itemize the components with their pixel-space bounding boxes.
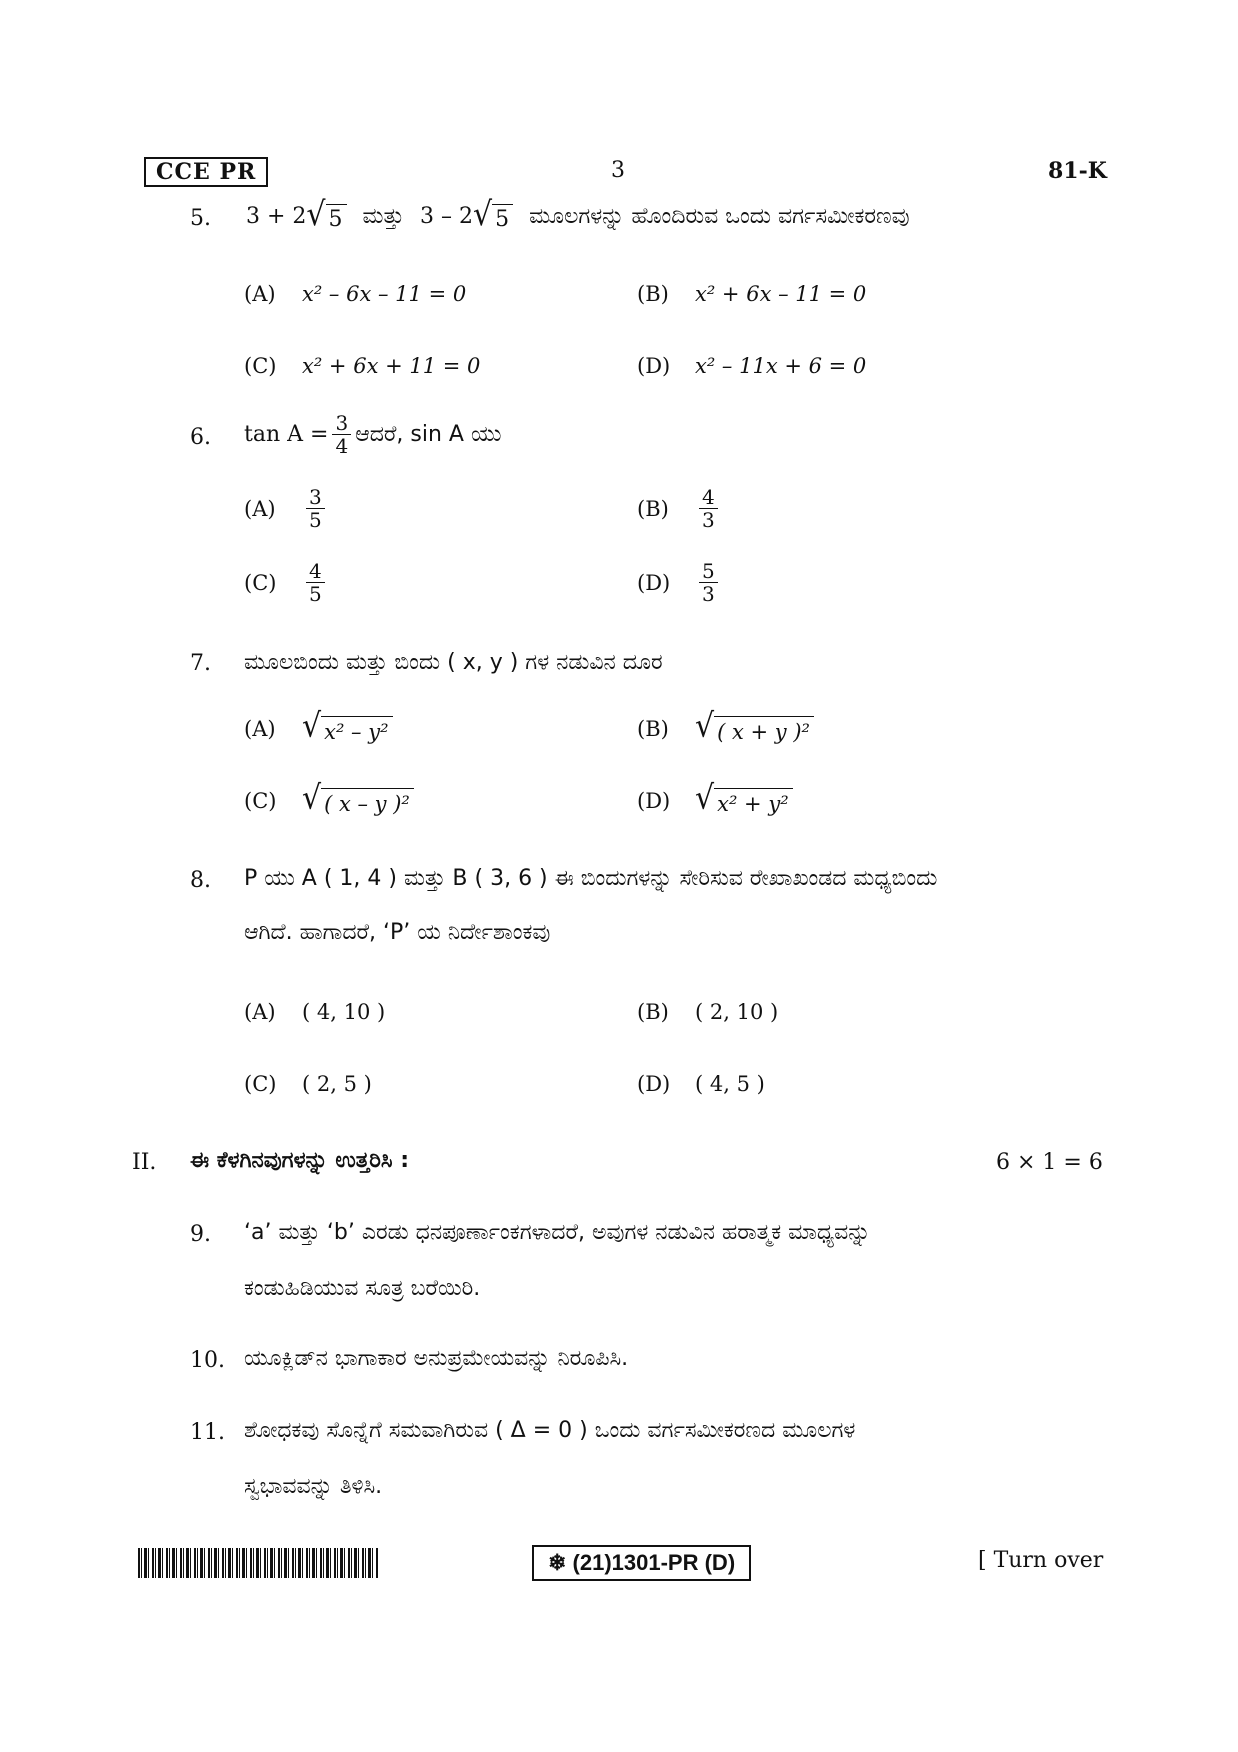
option[interactable] [244, 486, 329, 531]
barcode [138, 1548, 378, 1578]
denominator: 3 [702, 582, 715, 606]
stem-part: ಮೂಲಗಳನ್ನು ಹೊಂದಿರುವ ಒಂದು ವರ್ಗಸಮೀಕರಣವು [529, 203, 910, 229]
fraction [699, 486, 718, 531]
fraction [306, 486, 325, 531]
radicand: ( x – y )² [321, 788, 414, 817]
option[interactable] [637, 1000, 778, 1024]
option-label: (C) [244, 354, 277, 378]
stem-part: ಮತ್ತು [362, 203, 404, 229]
question-number: 7. [190, 651, 211, 676]
option-label: (A) [244, 496, 276, 521]
paper-code: 81-K [1048, 158, 1107, 184]
stem-part: 3 + 2 [246, 203, 307, 229]
question-number: 9. [190, 1222, 211, 1247]
question-stem-line: P ಯು A ( 1, 4 ) ಮತ್ತು B ( 3, 6 ) ಈ ಬಿಂದುಗಳನ್ನು ಸೇರಿಸುವ ರೇಖಾಖಂಡದ ಮಧ್ಯಬಿಂದು [244, 866, 938, 891]
option-label: (B) [637, 496, 669, 521]
question-number: 11. [190, 1420, 225, 1445]
radicand: 5 [492, 204, 513, 233]
denominator: 5 [309, 582, 322, 606]
footer-code: ❄ (21)1301-PR (D) [532, 1545, 751, 1581]
section-roman: II. [132, 1150, 157, 1175]
question-number: 8. [190, 868, 211, 893]
option[interactable] [637, 354, 866, 378]
question-number: 6. [190, 425, 211, 450]
option[interactable] [637, 560, 722, 605]
question-stem [246, 195, 910, 234]
option-label: (A) [244, 1000, 276, 1024]
stem-part: tan A = [244, 421, 329, 447]
numerator: 3 [332, 412, 351, 435]
option-label: (C) [244, 788, 277, 813]
section-marks: 6 × 1 = 6 [996, 1150, 1103, 1175]
option-label: (D) [637, 788, 671, 813]
fraction [332, 412, 351, 457]
question-stem-line: ಯೂಕ್ಲಿಡ್‌ನ ಭಾಗಾಕಾರ ಅನುಪ್ರಮೇಯವನ್ನು ನಿರೂಪಿಸಿ. [244, 1346, 629, 1371]
radicand: x² – y² [321, 716, 392, 745]
question-stem: ಮೂಲಬಿಂದು ಮತ್ತು ಬಿಂದು ( x, y ) ಗಳ ನಡುವಿನ ದೂರ [244, 650, 663, 675]
option-label: (B) [637, 282, 669, 306]
denominator: 5 [309, 508, 322, 532]
sqrt-expression: √ 5 [306, 200, 346, 233]
option[interactable] [637, 779, 793, 818]
option-label: (C) [244, 1072, 277, 1096]
option-label: (B) [637, 1000, 669, 1024]
option-label: (D) [637, 354, 671, 378]
option-text: ( 4, 10 ) [302, 1000, 386, 1024]
page-number: 3 [611, 158, 625, 183]
option-text: ( 2, 10 ) [695, 1000, 779, 1024]
sqrt-expression: √ x² – y² [302, 712, 393, 745]
sqrt-expression: √ 5 [473, 200, 513, 233]
radicand: x² + y² [714, 788, 793, 817]
radicand: 5 [326, 204, 347, 233]
question-stem [244, 412, 502, 457]
section-title: ಈ ಕೆಳಗಿನವುಗಳನ್ನು ಉತ್ತರಿಸಿ : [190, 1148, 410, 1173]
turn-over-label: [ Turn over [978, 1548, 1104, 1573]
option[interactable] [244, 1000, 385, 1024]
question-number: 5. [190, 206, 211, 231]
numerator: 4 [306, 560, 325, 583]
option[interactable] [244, 560, 329, 605]
option[interactable] [637, 1072, 765, 1096]
option[interactable] [244, 282, 466, 306]
question-stem-line: ಶೋಧಕವು ಸೊನ್ನೆಗೆ ಸಮವಾಗಿರುವ ( Δ = 0 ) ಒಂದು ವರ್ಗಸಮೀಕರಣದ ಮೂಲಗಳ [244, 1418, 856, 1443]
option[interactable] [244, 707, 393, 746]
option-label: (A) [244, 282, 276, 306]
option-label: (A) [244, 716, 276, 741]
denominator: 4 [335, 434, 349, 458]
option-text: x² + 6x – 11 = 0 [695, 282, 867, 306]
option-label: (C) [244, 570, 277, 595]
stem-part: 3 – 2 [420, 203, 473, 229]
option[interactable] [244, 779, 414, 818]
option[interactable] [244, 354, 480, 378]
fraction [699, 560, 718, 605]
question-stem-line: ಸ್ವಭಾವವನ್ನು ತಿಳಿಸಿ. [244, 1474, 383, 1499]
option[interactable] [637, 282, 866, 306]
numerator: 3 [306, 486, 325, 509]
option-text: x² – 11x + 6 = 0 [695, 354, 867, 378]
denominator: 3 [702, 508, 715, 532]
radicand: ( x + y )² [714, 716, 814, 745]
option-label: (B) [637, 716, 669, 741]
option-text: ( 4, 5 ) [695, 1072, 765, 1096]
option-label: (D) [637, 1072, 671, 1096]
sqrt-expression: √ x² + y² [695, 784, 793, 817]
numerator: 5 [699, 560, 718, 583]
header-box-label: CCE PR [144, 157, 268, 187]
option-text: x² – 6x – 11 = 0 [302, 282, 467, 306]
question-stem-line: ‘a’ ಮತ್ತು ‘b’ ಎರಡು ಧನಪೂರ್ಣಾಂಕಗಳಾದರೆ, ಅವುಗಳ ನಡುವಿನ ಹರಾತ್ಮಕ ಮಾಧ್ಯವನ್ನು [244, 1220, 871, 1245]
sqrt-expression: √ ( x – y )² [302, 784, 414, 817]
option-text: ( 2, 5 ) [302, 1072, 372, 1096]
option[interactable] [637, 486, 722, 531]
option[interactable] [637, 707, 814, 746]
question-number: 10. [190, 1348, 225, 1373]
stem-part: ಆದರೆ, sin A ಯು [355, 421, 502, 447]
fraction [306, 560, 325, 605]
option-text: x² + 6x + 11 = 0 [302, 354, 481, 378]
question-stem-line: ಆಗಿದೆ. ಹಾಗಾದರೆ, ‘P’ ಯ ನಿರ್ದೇಶಾಂಕವು [244, 920, 551, 945]
option[interactable] [244, 1072, 372, 1096]
option-label: (D) [637, 570, 671, 595]
numerator: 4 [699, 486, 718, 509]
question-stem-line: ಕಂಡುಹಿಡಿಯುವ ಸೂತ್ರ ಬರೆಯಿರಿ. [244, 1276, 481, 1301]
sqrt-expression: √ ( x + y )² [695, 712, 814, 745]
